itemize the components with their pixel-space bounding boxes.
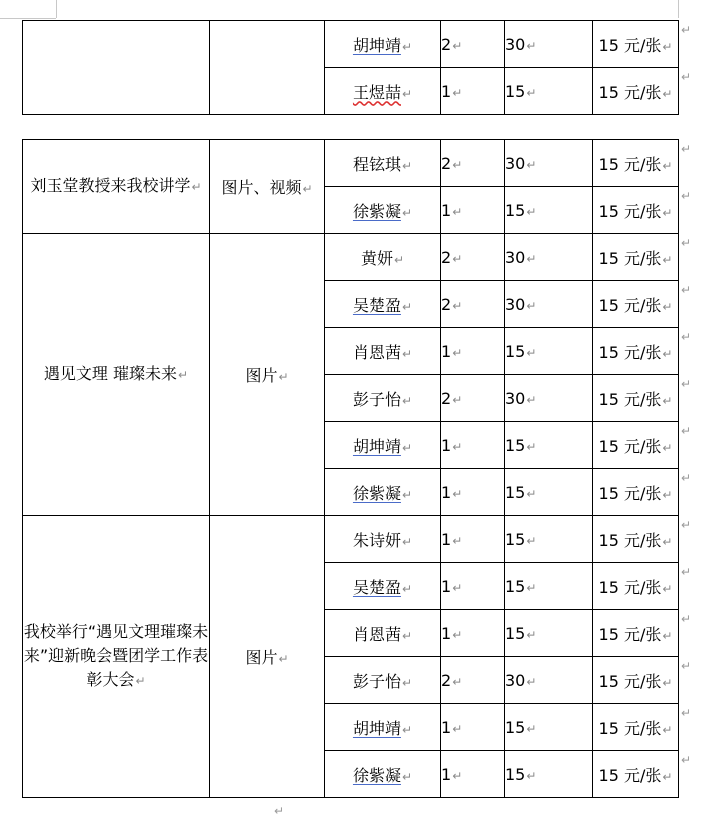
return-mark: ↵ [526, 204, 537, 219]
table-row [23, 516, 679, 563]
unit-price-cell-text: 15 元/张 [598, 530, 662, 550]
unit-price-cell [593, 751, 679, 798]
name-cell-text: 肖恩茜 [352, 342, 401, 362]
name-cell [325, 375, 441, 422]
unit-price-cell-text: 15 元/张 [598, 201, 662, 221]
name-cell-text: 彭子怡 [352, 389, 401, 409]
name-cell-text: 徐紫凝 [352, 201, 401, 221]
return-mark: ↵ [401, 346, 413, 361]
unit-price-cell-text: 15 元/张 [598, 342, 662, 362]
quantity-cell-text: 1 [441, 435, 452, 455]
unit-price-cell [593, 328, 679, 375]
quantity-cell [441, 140, 505, 187]
quantity-cell [441, 375, 505, 422]
unit-price-cell [593, 187, 679, 234]
return-mark: ↵ [401, 440, 413, 455]
return-mark: ↵ [452, 157, 463, 172]
unit-price-cell-text: 15 元/张 [598, 577, 662, 597]
media-type-cell-text: 图片、视频 [221, 178, 302, 197]
amount-cell-text: 15 [505, 200, 526, 220]
row-end-mark: ↵ [681, 659, 692, 673]
table-row [23, 234, 679, 281]
unit-price-cell [593, 422, 679, 469]
amount-cell [505, 563, 593, 610]
return-mark: ↵ [401, 628, 413, 643]
name-cell [325, 281, 441, 328]
return-mark: ↵ [452, 580, 463, 595]
quantity-cell-text: 1 [441, 717, 452, 737]
name-cell-text: 胡坤靖 [352, 436, 401, 456]
quantity-cell [441, 563, 505, 610]
unit-price-cell [593, 469, 679, 516]
return-mark: ↵ [526, 157, 537, 172]
return-mark: ↵ [452, 439, 463, 454]
name-cell [325, 21, 441, 68]
unit-price-cell [593, 68, 679, 115]
name-cell-text: 徐紫凝 [352, 483, 401, 503]
return-mark: ↵ [452, 85, 463, 100]
return-mark: ↵ [452, 251, 463, 266]
amount-cell-text: 15 [505, 435, 526, 455]
event-cell [23, 516, 210, 798]
return-mark: ↵ [401, 769, 413, 784]
return-mark: ↵ [526, 298, 537, 313]
media-type-cell [210, 516, 325, 798]
quantity-cell [441, 68, 505, 115]
quantity-cell-text: 2 [441, 247, 452, 267]
quantity-cell-text: 2 [441, 670, 452, 690]
return-mark: ↵ [662, 205, 673, 220]
name-cell-text: 胡坤靖 [352, 718, 401, 738]
row-end-mark: ↵ [681, 330, 692, 344]
return-mark: ↵ [526, 580, 537, 595]
quantity-cell [441, 422, 505, 469]
amount-cell [505, 234, 593, 281]
unit-price-cell [593, 563, 679, 610]
name-cell [325, 68, 441, 115]
event-cell-empty [23, 21, 210, 115]
amount-cell-text: 15 [505, 341, 526, 361]
return-mark: ↵ [662, 769, 673, 784]
event-cell-text: 刘玉堂教授来我校讲学 [30, 176, 191, 195]
return-mark: ↵ [401, 39, 413, 54]
table-media-fees [22, 139, 679, 798]
media-type-cell-text: 图片 [245, 366, 278, 385]
media-type-cell [210, 234, 325, 516]
return-mark: ↵ [278, 370, 289, 384]
return-mark: ↵ [526, 85, 537, 100]
amount-cell-text: 15 [505, 764, 526, 784]
name-cell [325, 187, 441, 234]
amount-cell [505, 704, 593, 751]
page-edge-mark-top [0, 18, 56, 19]
unit-price-cell [593, 234, 679, 281]
unit-price-cell [593, 704, 679, 751]
return-mark: ↵ [278, 652, 289, 666]
quantity-cell [441, 469, 505, 516]
amount-cell-text: 30 [505, 247, 526, 267]
return-mark: ↵ [662, 628, 673, 643]
name-cell [325, 422, 441, 469]
quantity-cell-text: 1 [441, 341, 452, 361]
row-end-mark: ↵ [681, 565, 692, 579]
event-cell [23, 140, 210, 234]
return-mark: ↵ [662, 534, 673, 549]
row-end-mark: ↵ [681, 706, 692, 720]
quantity-cell-text: 1 [441, 576, 452, 596]
unit-price-cell [593, 21, 679, 68]
name-cell-text: 王煜喆 [352, 82, 401, 102]
return-mark: ↵ [401, 534, 413, 549]
unit-price-cell-text: 15 元/张 [598, 248, 662, 268]
return-mark: ↵ [452, 721, 463, 736]
unit-price-cell [593, 610, 679, 657]
amount-cell-text: 15 [505, 623, 526, 643]
unit-price-cell [593, 375, 679, 422]
return-mark: ↵ [452, 38, 463, 53]
amount-cell-text: 30 [505, 153, 526, 173]
quantity-cell-text: 1 [441, 482, 452, 502]
quantity-cell-text: 1 [441, 529, 452, 549]
name-cell [325, 469, 441, 516]
amount-cell [505, 657, 593, 704]
row-end-mark: ↵ [681, 612, 692, 626]
row-end-mark: ↵ [681, 23, 692, 37]
row-end-mark: ↵ [681, 142, 692, 156]
quantity-cell [441, 234, 505, 281]
name-cell [325, 610, 441, 657]
name-cell-text: 吴楚盈 [352, 295, 401, 315]
quantity-cell-text: 1 [441, 81, 452, 101]
amount-cell-text: 15 [505, 717, 526, 737]
return-mark: ↵ [662, 722, 673, 737]
return-mark: ↵ [662, 440, 673, 455]
unit-price-cell-text: 15 元/张 [598, 389, 662, 409]
quantity-cell-text: 1 [441, 200, 452, 220]
row-end-mark: ↵ [681, 70, 692, 84]
unit-price-cell-text: 15 元/张 [598, 436, 662, 456]
return-mark: ↵ [452, 627, 463, 642]
unit-price-cell-text: 15 元/张 [598, 82, 662, 102]
quantity-cell [441, 516, 505, 563]
row-end-mark: ↵ [681, 424, 692, 438]
unit-price-cell-text: 15 元/张 [598, 765, 662, 785]
amount-cell [505, 68, 593, 115]
quantity-cell [441, 281, 505, 328]
unit-price-cell-text: 15 元/张 [598, 35, 662, 55]
return-mark: ↵ [526, 392, 537, 407]
return-mark: ↵ [526, 768, 537, 783]
quantity-cell-text: 2 [441, 34, 452, 54]
quantity-cell-text: 1 [441, 623, 452, 643]
amount-cell-text: 30 [505, 388, 526, 408]
amount-cell-text: 15 [505, 576, 526, 596]
return-mark: ↵ [401, 205, 413, 220]
quantity-cell [441, 610, 505, 657]
return-mark: ↵ [526, 345, 537, 360]
return-mark: ↵ [452, 204, 463, 219]
name-cell [325, 751, 441, 798]
unit-price-cell-text: 15 元/张 [598, 483, 662, 503]
unit-price-cell [593, 140, 679, 187]
amount-cell [505, 328, 593, 375]
return-mark: ↵ [401, 158, 413, 173]
return-mark: ↵ [401, 393, 413, 408]
name-cell [325, 234, 441, 281]
name-cell-text: 朱诗妍 [352, 530, 401, 550]
unit-price-cell-text: 15 元/张 [598, 718, 662, 738]
return-mark: ↵ [135, 674, 146, 688]
amount-cell [505, 140, 593, 187]
name-cell-text: 彭子怡 [352, 671, 401, 691]
media-cell-empty [210, 21, 325, 115]
return-mark: ↵ [662, 39, 673, 54]
return-mark: ↵ [393, 252, 405, 267]
name-cell-text: 吴楚盈 [352, 577, 401, 597]
return-mark: ↵ [662, 346, 673, 361]
amount-cell-text: 15 [505, 81, 526, 101]
amount-cell-text: 30 [505, 670, 526, 690]
return-mark: ↵ [401, 722, 413, 737]
return-mark: ↵ [662, 393, 673, 408]
unit-price-cell [593, 516, 679, 563]
amount-cell-text: 15 [505, 482, 526, 502]
amount-cell-text: 15 [505, 529, 526, 549]
name-cell [325, 657, 441, 704]
return-mark: ↵ [452, 392, 463, 407]
quantity-cell [441, 328, 505, 375]
return-mark: ↵ [452, 533, 463, 548]
return-mark: ↵ [526, 627, 537, 642]
name-cell-text: 黄妍 [360, 248, 393, 268]
unit-price-cell-text: 15 元/张 [598, 154, 662, 174]
return-mark: ↵ [526, 251, 537, 266]
name-cell [325, 563, 441, 610]
amount-cell [505, 422, 593, 469]
quantity-cell-text: 2 [441, 294, 452, 314]
return-mark: ↵ [452, 298, 463, 313]
event-cell-text: 遇见文理 璀璨未来 [43, 364, 178, 383]
amount-cell [505, 21, 593, 68]
media-type-cell-text: 图片 [245, 648, 278, 667]
return-mark: ↵ [526, 674, 537, 689]
quantity-cell [441, 657, 505, 704]
name-cell [325, 140, 441, 187]
amount-cell [505, 469, 593, 516]
table-row [23, 140, 679, 187]
paragraph-mark: ↵ [274, 804, 285, 818]
name-cell [325, 328, 441, 375]
amount-cell [505, 610, 593, 657]
table-row [23, 21, 679, 68]
row-end-mark: ↵ [681, 377, 692, 391]
quantity-cell [441, 704, 505, 751]
return-mark: ↵ [401, 86, 413, 101]
quantity-cell-text: 1 [441, 764, 452, 784]
row-end-mark: ↵ [681, 283, 692, 297]
unit-price-cell [593, 657, 679, 704]
row-end-mark: ↵ [681, 189, 692, 203]
name-cell-text: 肖恩茜 [352, 624, 401, 644]
amount-cell-text: 30 [505, 34, 526, 54]
return-mark: ↵ [178, 368, 189, 382]
amount-cell [505, 375, 593, 422]
quantity-cell [441, 187, 505, 234]
name-cell-text: 程铉琪 [352, 154, 401, 174]
unit-price-cell-text: 15 元/张 [598, 671, 662, 691]
return-mark: ↵ [191, 180, 202, 194]
quantity-cell-text: 2 [441, 153, 452, 173]
return-mark: ↵ [662, 158, 673, 173]
page-edge-mark-right [678, 0, 679, 18]
return-mark: ↵ [526, 486, 537, 501]
return-mark: ↵ [662, 252, 673, 267]
return-mark: ↵ [526, 533, 537, 548]
table-top-fragment [22, 20, 679, 115]
amount-cell [505, 516, 593, 563]
amount-cell [505, 751, 593, 798]
page-edge-mark [56, 0, 57, 18]
row-end-mark: ↵ [681, 753, 692, 767]
event-cell [23, 234, 210, 516]
amount-cell [505, 187, 593, 234]
row-end-mark: ↵ [681, 236, 692, 250]
amount-cell [505, 281, 593, 328]
return-mark: ↵ [452, 345, 463, 360]
return-mark: ↵ [662, 86, 673, 101]
return-mark: ↵ [662, 675, 673, 690]
return-mark: ↵ [401, 487, 413, 502]
return-mark: ↵ [452, 486, 463, 501]
return-mark: ↵ [662, 487, 673, 502]
return-mark: ↵ [526, 38, 537, 53]
return-mark: ↵ [452, 768, 463, 783]
return-mark: ↵ [452, 674, 463, 689]
name-cell-text: 胡坤靖 [352, 35, 401, 55]
quantity-cell [441, 751, 505, 798]
amount-cell-text: 30 [505, 294, 526, 314]
name-cell-text: 徐紫凝 [352, 765, 401, 785]
return-mark: ↵ [401, 299, 413, 314]
return-mark: ↵ [662, 299, 673, 314]
return-mark: ↵ [662, 581, 673, 596]
return-mark: ↵ [526, 439, 537, 454]
name-cell [325, 516, 441, 563]
unit-price-cell-text: 15 元/张 [598, 624, 662, 644]
quantity-cell-text: 2 [441, 388, 452, 408]
return-mark: ↵ [302, 182, 313, 196]
name-cell [325, 704, 441, 751]
row-end-mark: ↵ [681, 471, 692, 485]
return-mark: ↵ [401, 675, 413, 690]
quantity-cell [441, 21, 505, 68]
event-cell-text: 我校举行“遇见文理璀璨未来”迎新晚会暨团学工作表彰大会 [23, 622, 209, 689]
return-mark: ↵ [526, 721, 537, 736]
unit-price-cell [593, 281, 679, 328]
media-type-cell [210, 140, 325, 234]
row-end-mark: ↵ [681, 518, 692, 532]
unit-price-cell-text: 15 元/张 [598, 295, 662, 315]
return-mark: ↵ [401, 581, 413, 596]
